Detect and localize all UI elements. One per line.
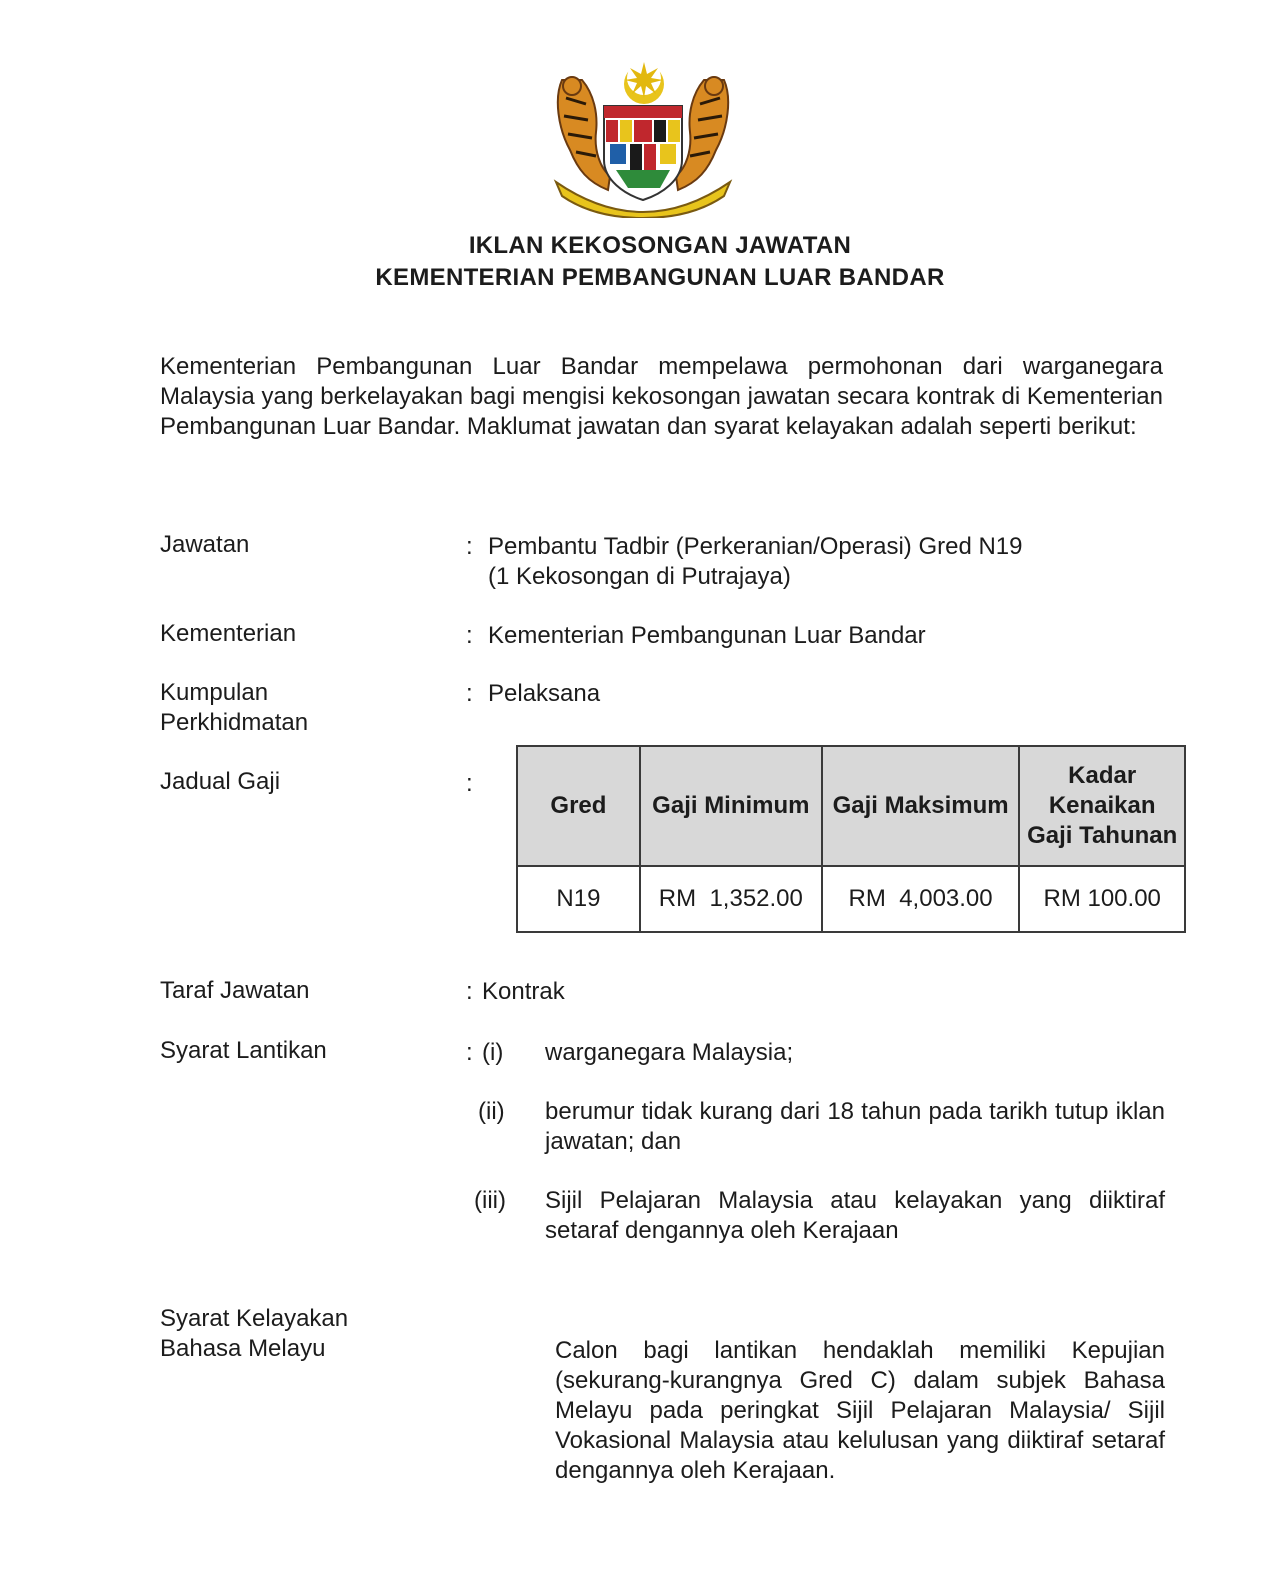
perkhidmatan-label: Perkhidmatan: [160, 709, 309, 736]
kementerian-label: Kementerian: [160, 620, 297, 647]
cell-kenaikan: RM 100.00: [1019, 866, 1185, 932]
col-gaji-minimum-header: Gaji Minimum: [640, 746, 822, 866]
malaysia-coat-of-arms-icon: [548, 58, 738, 218]
cell-gaji-minimum: RM 1,352.00: [640, 866, 822, 932]
document-title: IKLAN KEKOSONGAN JAWATAN: [468, 232, 852, 259]
colon: :: [466, 533, 473, 560]
bahasa-melayu-label: Bahasa Melayu: [160, 1335, 326, 1362]
jadual-gaji-label: Jadual Gaji: [160, 768, 281, 795]
colon: :: [466, 770, 473, 797]
col-kenaikan-header: Kadar Kenaikan Gaji Tahunan: [1019, 746, 1185, 866]
table-header-row: [517, 746, 1185, 866]
colon: :: [466, 978, 473, 1005]
colon: :: [466, 1039, 473, 1066]
jawatan-vacancy: (1 Kekosongan di Putrajaya): [488, 563, 791, 590]
intro-paragraph: Kementerian Pembangunan Luar Bandar mempelawa permohonan dari warganegara Malaysia yang berkelayakan bagi mengisi kekosongan jawatan secara kontrak di Kementerian Pembangunan Luar Bandar. Maklumat jawatan dan syarat kelayakan adalah seperti berikut:: [160, 353, 1163, 440]
taraf-label: Taraf Jawatan: [160, 977, 310, 1004]
table-row: [517, 866, 1185, 932]
jawatan-label: Jawatan: [160, 531, 250, 558]
col-gred-header: Gred: [517, 746, 640, 866]
jawatan-value: Pembantu Tadbir (Perkeranian/Operasi) Gred N19: [488, 533, 1023, 560]
col-gaji-maksimum-header: Gaji Maksimum: [822, 746, 1020, 866]
ministry-title: KEMENTERIAN PEMBANGUNAN LUAR BANDAR: [375, 264, 945, 291]
kumpulan-label: Kumpulan: [160, 679, 269, 706]
taraf-value: Kontrak: [482, 978, 565, 1005]
syarat-lantikan-label: Syarat Lantikan: [160, 1037, 327, 1064]
list-item: Sijil Pelajaran Malaysia atau kelayakan yang diiktiraf setaraf dengannya oleh Kerajaan: [545, 1187, 1165, 1244]
colon: :: [466, 680, 473, 707]
cell-gaji-maksimum: RM 4,003.00: [822, 866, 1020, 932]
syarat-kelayakan-label: Syarat Kelayakan: [160, 1305, 349, 1332]
salary-table: [516, 745, 1186, 933]
list-number: (ii): [478, 1098, 505, 1125]
colon: :: [466, 622, 473, 649]
list-item: berumur tidak kurang dari 18 tahun pada tarikh tutup iklan jawatan; dan: [545, 1098, 1165, 1155]
list-number: (i): [482, 1039, 504, 1066]
syarat-bm-text: Calon bagi lantikan hendaklah memiliki Kepujian (sekurang-kurangnya Gred C) dalam subjek Bahasa Melayu pada peringkat Sijil Pelajaran Malaysia/ Sijil Vokasional Malaysia atau kelulusan yang diiktiraf setaraf dengannya oleh Kerajaan.: [555, 1337, 1165, 1484]
kumpulan-value: Pelaksana: [488, 680, 601, 707]
kementerian-value: Kementerian Pembangunan Luar Bandar: [488, 622, 926, 649]
cell-gred: N19: [517, 866, 640, 932]
list-number: (iii): [474, 1187, 506, 1214]
list-item: warganegara Malaysia;: [545, 1039, 794, 1066]
